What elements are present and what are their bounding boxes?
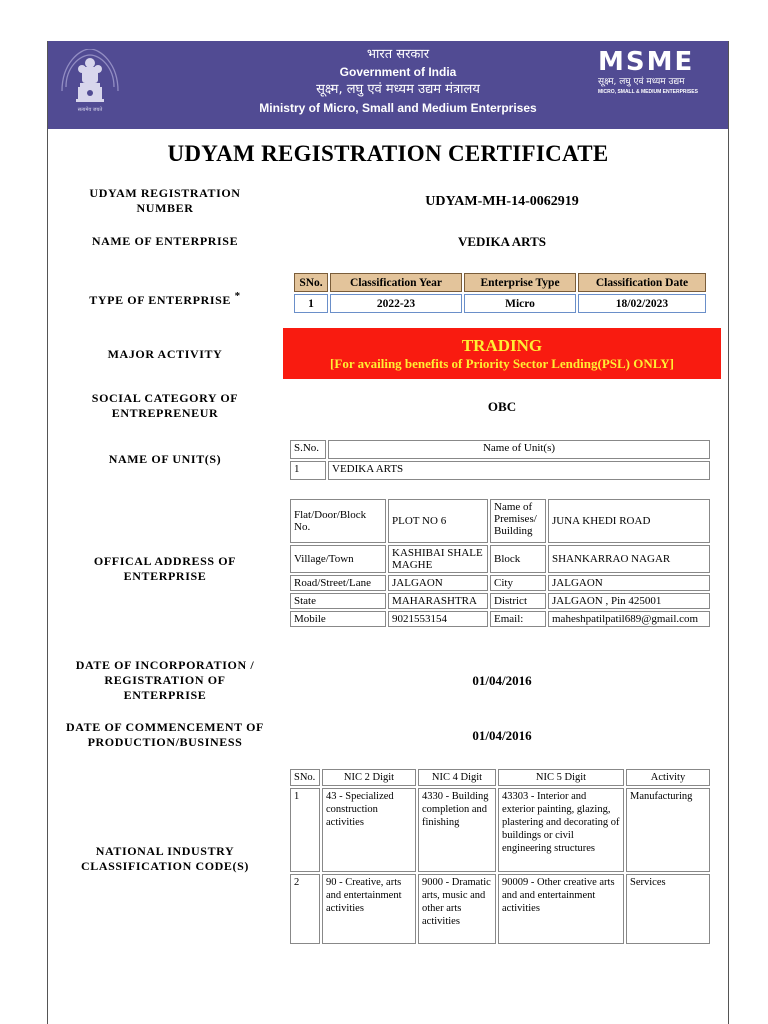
nic-label [54,844,276,874]
commencement-date-value: 01/04/2016 [472,728,532,743]
social-category-label-line1: SOCIAL CATEGORY OF [91,391,239,405]
classification-header-sno: SNo. [294,273,328,292]
address-village-value: KASHIBAI SHALE MAGHE [388,545,488,573]
address-city-value: JALGAON [548,575,710,591]
nic-label-line1: NATIONAL INDUSTRY [95,844,235,858]
hindi-government-text: भारत सरकार [366,47,430,62]
nic-row1-2digit: 43 - Specialized construction activities [322,788,416,872]
nic-row [290,874,710,944]
government-text: Government of India [339,65,457,79]
nic-header-activity: Activity [626,769,710,786]
address-village-label: Village/Town [290,545,386,573]
classification-sno: 1 [294,294,328,313]
address-mobile-value: 9021553154 [388,611,488,627]
msme-logo-mark: MSME [598,47,695,77]
units-label: NAME OF UNIT(S) [108,452,222,466]
address-road-label: Road/Street/Lane [290,575,386,591]
commencement-label [54,720,276,750]
reg-number-label-line1: UDYAM REGISTRATION [89,186,241,200]
address-label [54,554,276,584]
address-row-5 [290,611,710,627]
address-state-label: State [290,593,386,609]
address-row-2 [290,545,710,573]
type-enterprise-label-text: TYPE OF ENTERPRISE [89,293,231,307]
commencement-label-line2: PRODUCTION/BUSINESS [87,735,243,749]
major-activity-value: TRADING [461,336,543,355]
nic-row2-5digit: 90009 - Other creative arts and and entertainment activities [498,874,624,944]
msme-logo [598,48,720,108]
address-block-value: SHANKARRAO NAGAR [548,545,710,573]
reg-number-label [54,186,276,216]
social-category-label [54,391,276,421]
incorporation-label-line3: ENTERPRISE [123,688,207,702]
classification-date: 18/02/2023 [578,294,706,313]
name-enterprise-value: VEDIKA ARTS [457,234,547,249]
address-label-line1: OFFICAL ADDRESS OF [93,554,237,568]
classification-table [292,271,708,315]
address-premises-value: JUNA KHEDI ROAD [548,499,710,543]
nic-row2-sno: 2 [290,874,320,944]
nic-table [288,767,712,946]
address-state-value: MAHARASHTRA [388,593,488,609]
nic-header-sno: SNo. [290,769,320,786]
type-enterprise-label [54,289,276,308]
address-district-value: JALGAON , Pin 425001 [548,593,710,609]
units-name: VEDIKA ARTS [328,461,710,480]
nic-header-row [290,769,710,786]
address-flat-value: PLOT NO 6 [388,499,488,543]
address-mobile-label: Mobile [290,611,386,627]
certificate-title: UDYAM REGISTRATION CERTIFICATE [167,141,609,166]
nic-header-4digit: NIC 4 Digit [418,769,496,786]
address-city-label: City [490,575,546,591]
incorporation-label-line2: REGISTRATION OF [104,673,226,687]
address-road-value: JALGAON [388,575,488,591]
classification-header-date: Classification Date [578,273,706,292]
address-row-3 [290,575,710,591]
nic-header-5digit: NIC 5 Digit [498,769,624,786]
certificate-page [47,41,729,1024]
social-category-value: OBC [487,399,517,414]
address-email-label: Email: [490,611,546,627]
nic-row1-4digit: 4330 - Building completion and finishing [418,788,496,872]
units-table [288,438,712,482]
address-flat-label: Flat/Door/Block No. [290,499,386,543]
address-block-label: Block [490,545,546,573]
address-label-line2: ENTERPRISE [123,569,207,583]
nic-row2-4digit: 9000 - Dramatic arts, music and other arts activities [418,874,496,944]
address-district-label: District [490,593,546,609]
commencement-label-line1: DATE OF COMMENCEMENT OF [66,720,264,734]
banner-text [198,46,598,117]
nic-row1-sno: 1 [290,788,320,872]
major-activity-note: [For availing benefits of Priority Sector Lending(PSL) ONLY] [330,356,674,371]
incorporation-date-value: 01/04/2016 [472,673,532,688]
classification-year: 2022-23 [330,294,462,313]
emblem-caption: सत्यमेव जयते [77,107,103,113]
address-email-value: maheshpatilpatil689@gmail.com [548,611,710,627]
nic-row2-activity: Services [626,874,710,944]
units-row [290,461,710,480]
classification-header-year: Classification Year [330,273,462,292]
header-banner [48,41,728,129]
major-activity-label: MAJOR ACTIVITY [107,347,223,361]
units-sno: 1 [290,461,326,480]
name-enterprise-label: NAME OF ENTERPRISE [91,234,239,248]
units-header-name: Name of Unit(s) [328,440,710,459]
nic-row2-2digit: 90 - Creative, arts and entertainment activities [322,874,416,944]
nic-row1-activity: Manufacturing [626,788,710,872]
nic-header-2digit: NIC 2 Digit [322,769,416,786]
nic-label-line2: CLASSIFICATION CODE(S) [80,859,249,873]
national-emblem-icon [60,49,120,123]
nic-row1-5digit: 43303 - Interior and exterior painting, glazing, plastering and decorating of buildings or civil engineering structures [498,788,624,872]
classification-row [294,294,706,313]
msme-logo-hindi: सूक्ष्म, लघु एवं मध्यम उद्यम [598,77,685,87]
units-header-row [290,440,710,459]
reg-number-label-line2: NUMBER [136,201,194,215]
hindi-ministry-text: सूक्ष्म, लघु एवं मध्यम उद्यम मंत्रालय [316,82,480,97]
units-header-sno: S.No. [290,440,326,459]
address-row-1 [290,499,710,543]
address-row-4 [290,593,710,609]
address-table [288,497,712,629]
major-activity-box [283,328,721,379]
nic-row [290,788,710,872]
msme-logo-english: MICRO, SMALL & MEDIUM ENTERPRISES [598,89,698,95]
social-category-label-line2: ENTREPRENEUR [111,406,219,420]
incorporation-label [54,658,276,703]
ministry-text: Ministry of Micro, Small and Medium Enterprises [259,101,537,115]
classification-header-type: Enterprise Type [464,273,576,292]
incorporation-label-line1: DATE OF INCORPORATION / [75,658,255,672]
classification-header-row [294,273,706,292]
reg-number-value: UDYAM-MH-14-0062919 [425,194,579,209]
classification-type: Micro [464,294,576,313]
address-premises-label: Name of Premises/ Building [490,499,546,543]
type-enterprise-asterisk: * [234,290,241,302]
